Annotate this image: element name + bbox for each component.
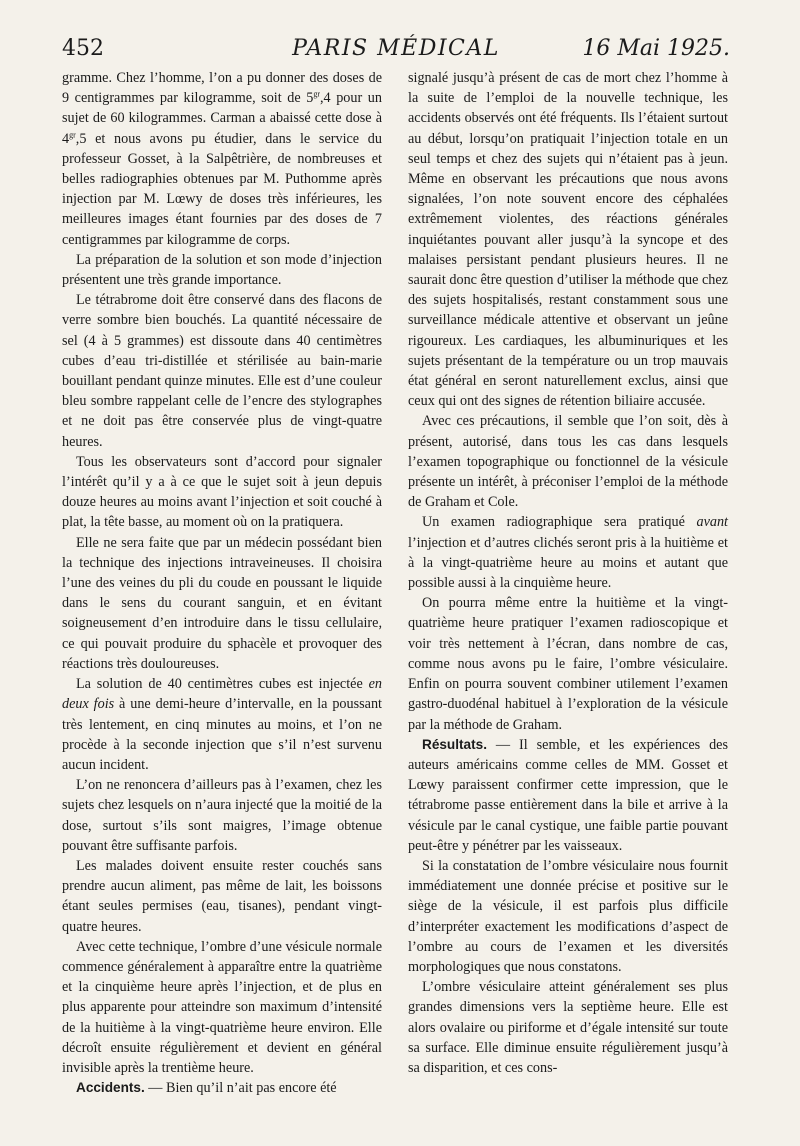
issue-date: 16 Mai 1925. [582,36,730,61]
left-column [62,68,382,1098]
journal-title: PARIS MÉDICAL [292,36,500,61]
paragraph: L’on ne renoncera d’ailleurs pas à l’examen, chez les sujets chez lesquels on n’aura injecté que la moitié de la dose, surtout s’ils sont maigres, l’image obtenue pouvant être suffisante parfois. [62,777,382,854]
section-heading-accidents: Accidents. [76,1080,145,1096]
paragraph: La préparation de la solution et son mode d’injection présentent une très grande importance. [62,251,382,289]
paragraph: Résultats. — Il semble, et les expériences des auteurs américains comme celles de MM. Gosset et Lœwy paraissent confirmer cette impression, que le tétrabrome passe entièrement dans la bile et arrive à la vésicule par le canal cystique, une faible partie pouvant peut-être y pénétrer par les vaisseaux. [408,736,728,854]
page-header [62,36,730,66]
right-column [408,68,728,1078]
section-heading-resultats: Résultats. [422,736,487,752]
paragraph: Si la constatation de l’ombre vésiculaire nous fournit immédiatement une donnée précise et positive sur le siège de la vésicule, il est parfois plus difficile d’interpréter exactement les modifications d’aspect de l’ombre au cours de l’examen et les diversités morphologiques que nous constatons. [408,857,728,975]
paragraph: L’ombre vésiculaire atteint généralement ses plus grandes dimensions vers la septième heure. Elle est alors ovalaire ou piriforme et d’égale intensité sur toute sa surface. Elle diminue ensuite régulièrement jusqu’à sa disparition, et ces cons- [408,979,728,1076]
page-number: 452 [62,36,104,61]
paragraph: Elle ne sera faite que par un médecin possédant bien la technique des injections intraveineuses. Il choisira l’une des veines du pli du coude en poussant le liquide dans le sens du courant sanguin, et en évitant soigneusement d’en introduire dans le tissu cellulaire, ce qui pouvait produire du sphacèle et provoquer des réactions très douloureuses. [62,534,382,672]
paragraph: La solution de 40 centimètres cubes est injectée en deux fois à une demi-heure d’intervalle, en la poussant très lentement, en cinq minutes au moins, et l’on ne procède à la seconde injection que s’il n’est survenu aucun incident. [62,676,382,773]
paragraph: Un examen radiographique sera pratiqué avant l’injection et d’autres clichés seront pris à la huitième et à la vingt-quatrième heure au moins et autant que possible aussi à la cinquième heure. [408,514,728,592]
paragraph: Le tétrabrome doit être conservé dans des flacons de verre sombre bien bouchés. La quantité nécessaire de sel (4 à 5 grammes) est dissoute dans 40 centimètres cubes d’eau tri-distillée et stérilisée au bain-marie bouillant pendant quinze minutes. Elle est d’une couleur bleu sombre rappelant celle de l’encre des stylographes et ne doit pas être conservée plus de vingt-quatre heures. [62,292,382,450]
paragraph: Tous les observateurs sont d’accord pour signaler l’intérêt qu’il y a à ce que le sujet soit à jeun depuis douze heures au moins avant l’injection et soit couché à plat, la tête basse, au moment où on la pratiquera. [62,453,382,531]
paragraph: signalé jusqu’à présent de cas de mort chez l’homme à la suite de l’emploi de la nouvelle technique, les accidents observés ont été fréquents. Ils l’étaient surtout au début, lorsqu’on pratiquait l’injection totale en un seul temps et chez des sujets qui n’étaient pas à jeun. Même en observant les précautions que nous avons signalées, l’on note souvent encore des céphalées extrêmement violentes, des réactions générales inquiétantes pouvant aller jusqu’à la syncope et des malaises persistant pendant plusieurs heures. Il ne saurait donc être question d’utiliser la méthode que chez des sujets hospitalisés, restant constamment sous une surveillance médicale attentive et observant un jeûne rigoureux. Les cardiaques, les albuminuriques et les sujets présentant de la température ou un trop mauvais état général en seront naturellement exclus, ainsi que ceux qui ont des signes de rétention biliaire accusée. [408,70,728,410]
paragraph: Accidents. — Bien qu’il n’ait pas encore été [76,1080,337,1097]
paragraph: Avec ces précautions, il semble que l’on soit, dès à présent, autorisé, dans tous les cas dans lesquels l’examen topographique ou fonctionnel de la vésicule présente un intérêt, à préconiser l’emploi de la méthode de Graham et Cole. [408,413,728,511]
paragraph: Les malades doivent ensuite rester couchés sans prendre aucun aliment, pas même de lait, les boissons étant seules permises (eau, tisanes), pendant vingt-quatre heures. [62,857,382,935]
paragraph: On pourra même entre la huitième et la vingt-quatrième heure pratiquer l’examen radioscopique et voir très nettement à l’écran, dans nombre de cas, comme nous avons pu le faire, l’ombre vésiculaire. Enfin on pourra souvent combiner utilement l’examen gastro-duodénal habituel à l’exploration de la vésicule par la méthode de Graham. [408,595,728,733]
paragraph: Avec cette technique, l’ombre d’une vésicule normale commence généralement à apparaître entre la quatrième et la cinquième heure après l’injection, et de plus en plus apparente pour atteindre son maximum d’intensité de la huitième à la vingt-quatrième heure environ. Elle décroît ensuite régulièrement et devient en général invisible après la trentième heure. [62,938,382,1076]
paragraph: gramme. Chez l’homme, l’on a pu donner des doses de 9 centigrammes par kilogramme, soit de $5^{gr},4$ pour un sujet de 60 kilogrammes. Carman a abaissé cette dose à $4^{gr},5$ et nous avons pu étudier, dans le service du professeur Gosset, à la Salpêtrière, de nombreuses et belles radiographies obtenues par M. Puthomme après injection par M. Lœwy de doses très inférieures, les meilleures images étant fournies par des doses de 7 centigrammes par kilogramme de corps. [62,70,382,248]
